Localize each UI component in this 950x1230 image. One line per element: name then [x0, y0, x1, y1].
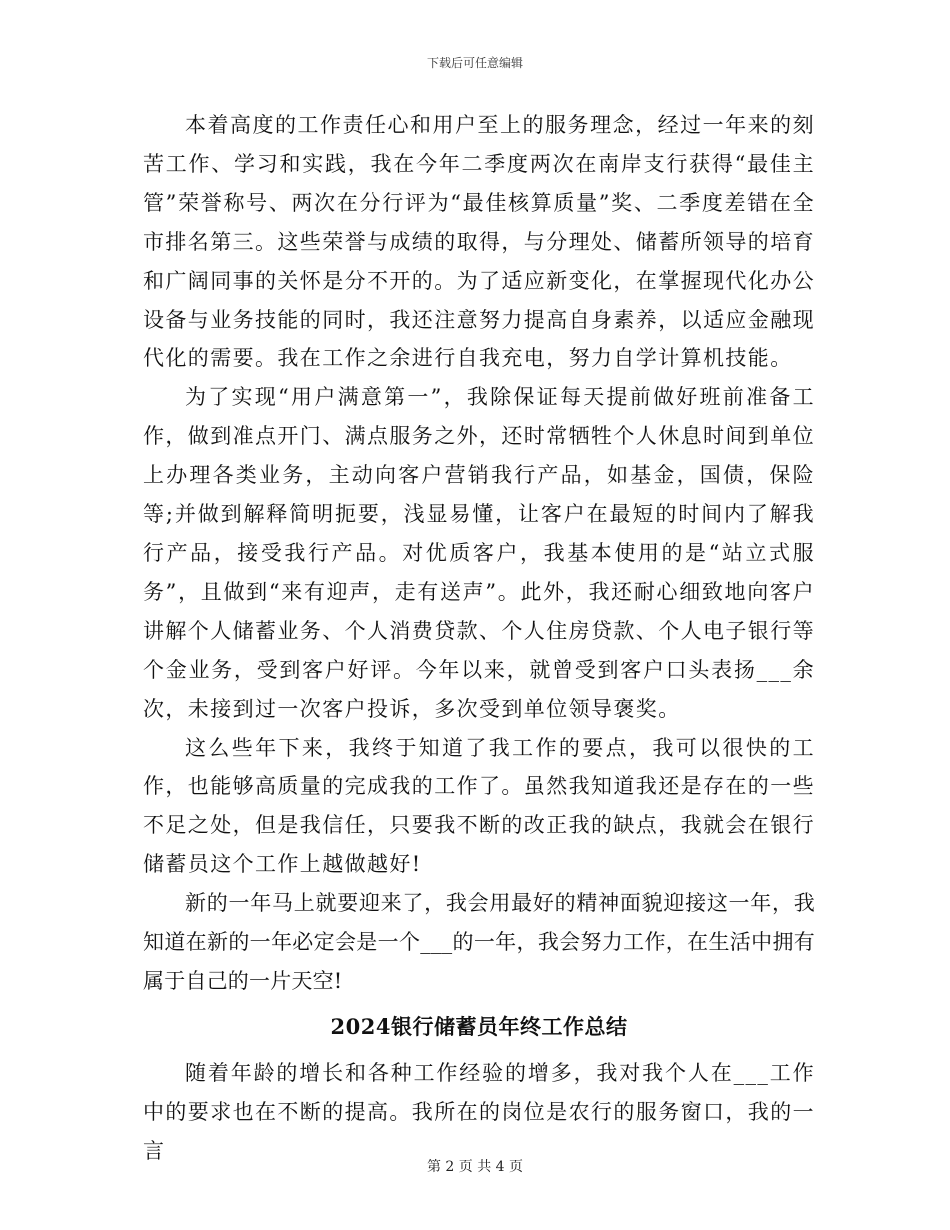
paragraph-new-year: 新的一年马上就要迎来了，我会用最好的精神面貌迎接这一年，我知道在新的一年必定会是一个___的一年，我会努力工作，在生活中拥有属于自己的一片天空!	[143, 891, 815, 993]
section-title: 2024银行储蓄员年终工作总结	[330, 1013, 628, 1039]
document-body	[143, 106, 815, 1171]
paragraph-reflection: 这么些年下来，我终于知道了我工作的要点，我可以很快的工作，也能够高质量的完成我的工作了。虽然我知道我还是存在的一些不足之处，但是我信任，只要我不断的改正我的缺点，我就会在银行储蓄员这个工作上越做越好!	[143, 735, 815, 877]
page-header: 下载后可任意编辑	[426, 56, 523, 70]
paragraph-section-intro: 随着年龄的增长和各种工作经验的增多，我对我个人在___工作中的要求也在不断的提高。我所在的岗位是农行的服务窗口，我的一言	[143, 1060, 815, 1163]
paragraph-customer-service: 为了实现“用户满意第一”，我除保证每天提前做好班前准备工作，做到准点开门、满点服务之外，还时常牺牲个人休息时间到单位上办理各类业务，主动向客户营销我行产品，如基金，国债，保险等;并做到解释简明扼要，浅显易懂，让客户在最短的时间内了解我行产品，接受我行产品。对优质客户，我基本使用的是“站立式服务”，且做到“来有迎声，走有送声”。此外，我还耐心细致地向客户讲解个人储蓄业务、个人消费贷款、个人住房贷款、个人电子银行等个金业务，受到客户好评。今年以来，就曾受到客户口头表扬___余次，未接到过一次客户投诉，多次受到单位领导褒奖。	[143, 385, 815, 721]
paragraph-achievements: 本着高度的工作责任心和用户至上的服务理念，经过一年来的刻苦工作、学习和实践，我在今年二季度两次在南岸支行获得“最佳主管”荣誉称号、两次在分行评为“最佳核算质量”奖、二季度差错在全市排名第三。这些荣誉与成绩的取得，与分理处、储蓄所领导的培育和广阔同事的关怀是分不开的。为了适应新变化，在掌握现代化办公设备与业务技能的同时，我还注意努力提高自身素养，以适应金融现代化的需要。我在工作之余进行自我充电，努力自学计算机技能。	[143, 113, 815, 371]
page-footer: 第 2 页 共 4 页	[426, 1159, 524, 1175]
